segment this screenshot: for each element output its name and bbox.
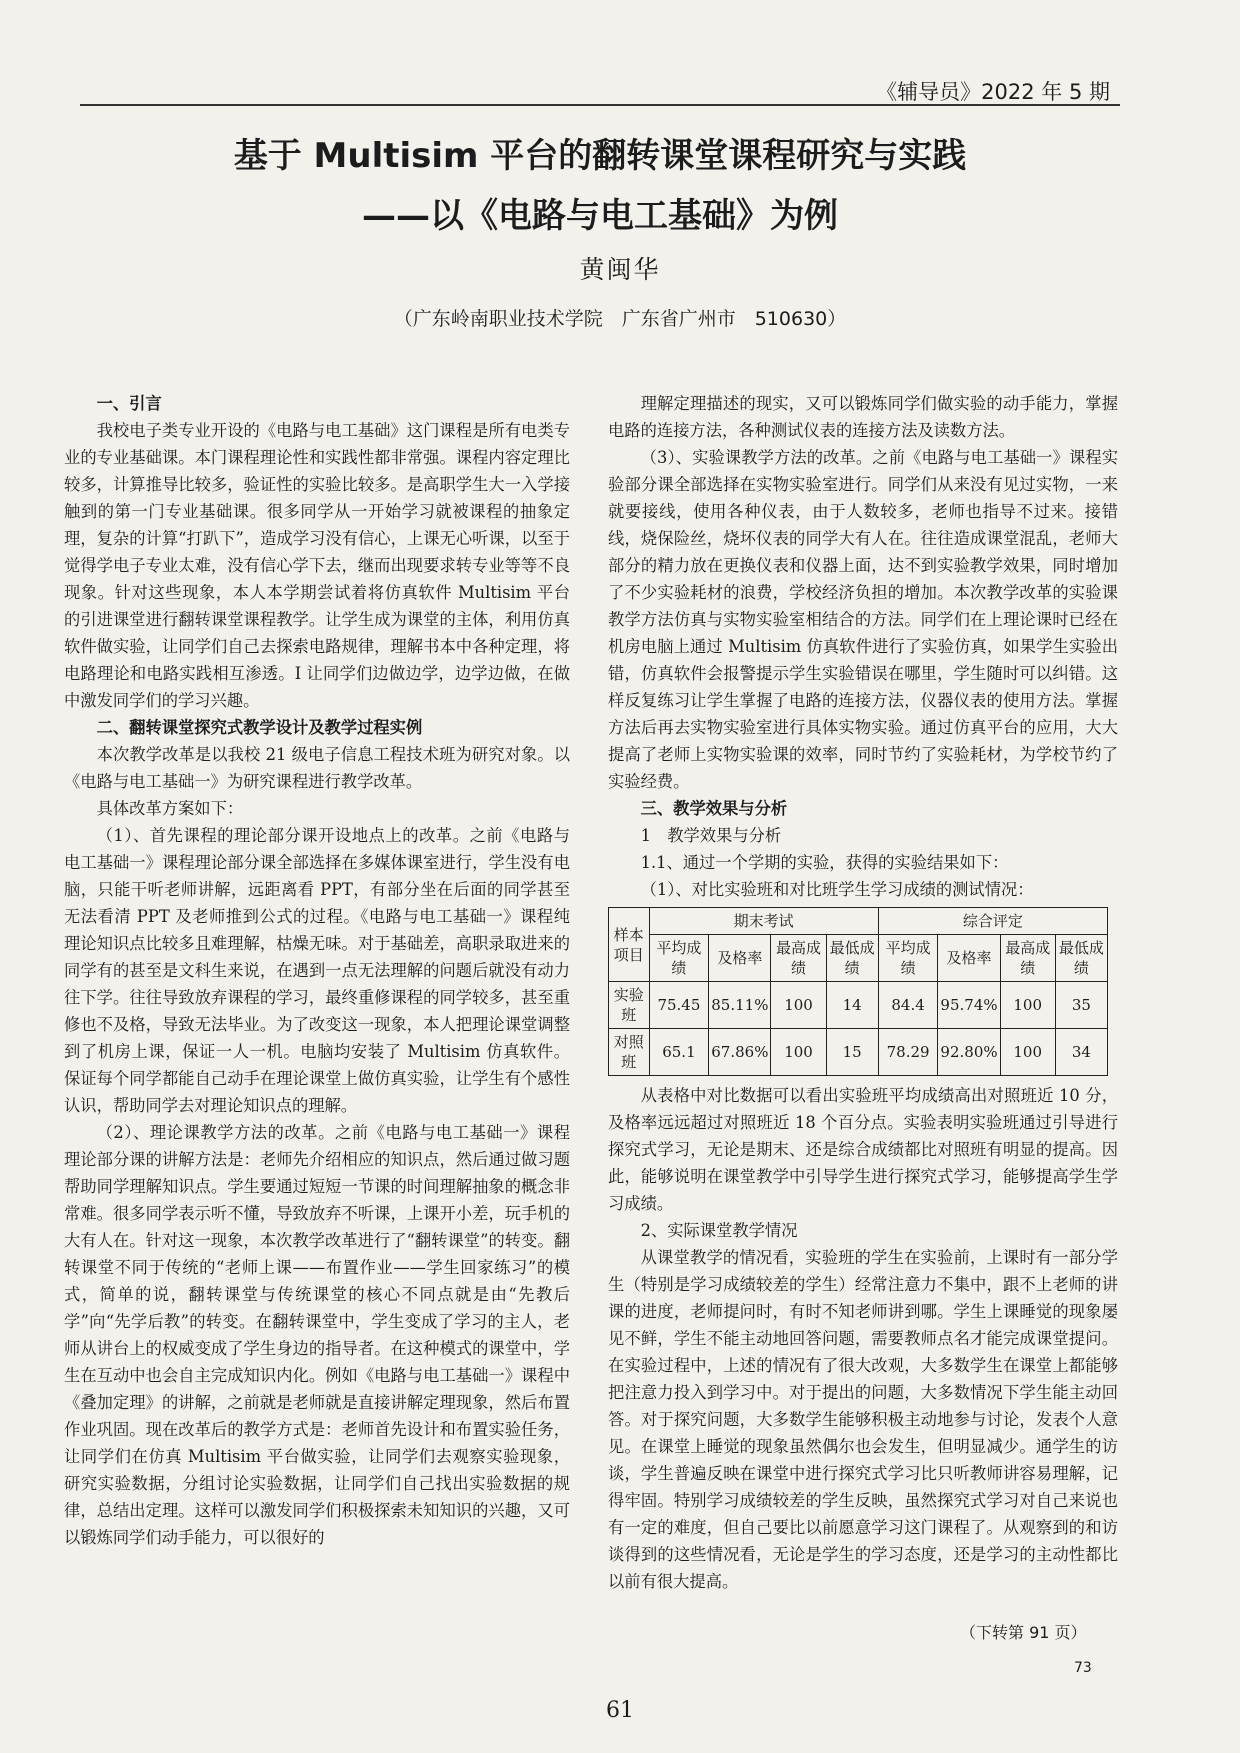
subheading: 2、实际课堂教学情况 (640, 1221, 798, 1240)
table-subheader: 最低成绩 (1055, 935, 1107, 982)
right-column (608, 390, 1118, 1595)
paragraph: 具体改革方案如下： (96, 799, 244, 818)
table-cell: 15 (826, 1029, 878, 1076)
results-table (608, 907, 1108, 1076)
paragraph: （1）、首先课程的理论部分课开设地点上的改革。之前《电路与电工基础一》课程理论部分课全部选择在多媒体课室进行，学生没有电脑，只能干听老师讲解，远距离看 PPT，有部分坐在后面的同学甚至无法看清 PPT 及老师推到公式的过程。《电路与电工基础一》课程纯理论知识点比较多且难理解，枯燥无味。对于基础差，高职录取进来的同学有的甚至是文科生来说，在遇到一点无法理解的问题后就没有动力往下学。往往导致放弃课程的学习，最终重修课程的同学较多，甚至重修也不及格，导致无法毕业。为了改变这一现象，本人把理论课堂调整到了机房上课，保证一人一机。电脑均安装了 Multisim 仿真软件。保证每个同学都能自己动手在理论课堂上做仿真实验，让学生有个感性认识，帮助同学去对理论知识点的理解。 (64, 826, 570, 1115)
table-cell: 100 (771, 982, 826, 1029)
table-cell: 100 (1000, 982, 1055, 1029)
table-subheader: 最低成绩 (826, 935, 878, 982)
table-subheader: 最高成绩 (771, 935, 826, 982)
table-subheader: 平均成绩 (649, 935, 709, 982)
table-cell: 92.80% (938, 1029, 1000, 1076)
table-cell: 100 (771, 1029, 826, 1076)
table-cell: 78.29 (878, 1029, 938, 1076)
table-cell: 35 (1055, 982, 1107, 1029)
section-heading-results: 三、教学效果与分析 (640, 799, 788, 818)
table-cell: 85.11% (709, 982, 771, 1029)
title-line-1: 基于 Multisim 平台的翻转课堂课程研究与实践 (233, 136, 967, 176)
paragraph: （3）、实验课教学方法的改革。之前《电路与电工基础一》课程实验部分课全部选择在实物实验室进行。同学们从来没有见过实物，一来就要接线，使用各种仪表，由于人数较多，老师也指导不过来。接错线，烧保险丝，烧坏仪表的同学大有人在。往往造成课堂混乱，老师大部分的精力放在更换仪表和仪器上面，达不到实验教学效果，同时增加了不少实验耗材的浪费，学校经济负担的增加。本次教学改革的实验课教学方法仿真与实物实验室相结合的方法。同学们在上理论课时已经在机房电脑上通过 Multisim 仿真软件进行了实验仿真，如果学生实验出错，仿真软件会报警提示学生实验错误在哪里，学生随时可以纠错。这样反复练习让学生掌握了电路的连接方法，仪器仪表的使用方法。掌握方法后再去实物实验室进行具体实物实验。通过仿真平台的应用，大大提高了老师上实物实验课的效率，同时节约了实验耗材，为学校节约了实验经费。 (608, 448, 1118, 791)
table-cell: 14 (826, 982, 878, 1029)
table-subheader: 及格率 (938, 935, 1000, 982)
table-cell: 67.86% (709, 1029, 771, 1076)
section-heading-intro: 一、引言 (96, 394, 162, 413)
page-number: 61 (606, 1698, 634, 1723)
table-cell: 100 (1000, 1029, 1055, 1076)
paragraph: 理解定理描述的现实，又可以锻炼同学们做实验的动手能力，掌握电路的连接方法，各种测试仪表的连接方法及读数方法。 (608, 394, 1118, 440)
paragraph: 我校电子类专业开设的《电路与电工基础》这门课程是所有电类专业的专业基础课。本门课程理论性和实践性都非常强。课程内容定理比较多，计算推导比较多，验证性的实验比较多。是高职学生大一入学接触到的第一门专业基础课。很多同学从一开始学习就被课程的抽象定理，复杂的计算“打趴下”，造成学习没有信心，上课无心听课，以至于觉得学电子专业太难，没有信心学下去，继而出现要求转专业等等不良现象。针对这些现象，本人本学期尝试着将仿真软件 Multisim 平台的引进课堂进行翻转课堂课程教学。让学生成为课堂的主体，利用仿真软件做实验，让同学们自己去探索电路规律，理解书本中各种定理，将电路理论和电路实践相互渗透。I 让同学们边做边学，边学边做，在做中激发同学们的学习兴趣。 (64, 421, 570, 710)
paragraph: 从课堂教学的情况看，实验班的学生在实验前，上课时有一部分学生（特别是学习成绩较差的学生）经常注意力不集中，跟不上老师的讲课的进度，老师提问时，有时不知老师讲到哪。学生上课睡觉的现象屡见不鲜，学生不能主动地回答问题，需要教师点名才能完成课堂提问。在实验过程中，上述的情况有了很大改观，大多数学生在课堂上都能够把注意力投入到学习中。对于提出的问题，大多数情况下学生能主动回答。对于探究问题，大多数学生能够积极主动地参与讨论，发表个人意见。在课堂上睡觉的现象虽然偶尔也会发生，但明显减少。通学生的访谈，学生普遍反映在课堂中进行探究式学习比只听教师讲容易理解，记得牢固。特别学习成绩较差的学生反映，虽然探究式学习对自己来说也有一定的难度，但自己要比以前愿意学习这门课程了。从观察到的和访谈得到的这些情况看，无论是学生的学习态度，还是学习的主动性都比以前有很大提高。 (608, 1248, 1118, 1591)
table-row (609, 982, 1108, 1029)
table-header-sample: 样本 项目 (609, 908, 650, 982)
table-cell: 95.74% (938, 982, 1000, 1029)
section-heading-design: 二、翻转课堂探究式教学设计及教学过程实例 (96, 718, 423, 737)
continued-note: （下转第 91 页） (960, 1623, 1087, 1642)
table-cell: 75.45 (649, 982, 709, 1029)
article-title (190, 126, 1010, 246)
table-header-overall: 综合评定 (878, 908, 1107, 935)
table-subheader: 平均成绩 (878, 935, 938, 982)
subheading: （1）、对比实验班和对比班学生学习成绩的测试情况： (640, 880, 1034, 899)
table-cell: 实验班 (609, 982, 650, 1029)
table-cell: 34 (1055, 1029, 1107, 1076)
table-cell: 65.1 (649, 1029, 709, 1076)
table-header-final: 期末考试 (649, 908, 878, 935)
table-subheader: 及格率 (709, 935, 771, 982)
small-page-mark: 73 (1074, 1660, 1092, 1676)
author-affiliation: （广东岭南职业技术学院 广东省广州市 510630） (393, 308, 847, 330)
subheading: 1 教学效果与分析 (640, 826, 782, 845)
table-cell: 84.4 (878, 982, 938, 1029)
table-cell: 对照班 (609, 1029, 650, 1076)
paragraph: 本次教学改革是以我校 21 级电子信息工程技术班为研究对象。以《电路与电工基础一》为研究课程进行教学改革。 (64, 745, 570, 791)
left-column (64, 390, 570, 1551)
title-line-2: ——以《电路与电工基础》为例 (362, 196, 838, 236)
paragraph: （2）、理论课教学方法的改革。之前《电路与电工基础一》课程理论部分课的讲解方法是：老师先介绍相应的知识点，然后通过做习题帮助同学理解知识点。学生要通过短短一节课的时间理解抽象的概念非常难。很多同学表示听不懂，导致放弃不听课，上课开小差，玩手机的大有人在。针对这一现象，本次教学改革进行了“翻转课堂”的转变。翻转课堂不同于传统的“老师上课——布置作业——学生回家练习”的模式，简单的说，翻转课堂与传统课堂的核心不同点就是由“先教后学”向“先学后教”的转变。在翻转课堂中，学生变成了学习的主人，老师从讲台上的权威变成了学生身边的指导者。在这种模式的课堂中，学生在互动中也会自主完成知识内化。例如《电路与电工基础一》课程中《叠加定理》的讲解，之前就是老师就是直接讲解定理现象，然后布置作业巩固。现在改革后的教学方式是：老师首先设计和布置实验任务，让同学们在仿真 Multisim 平台做实验，让同学们去观察实验现象，研究实验数据，分组讨论实验数据，让同学们自己找出实验数据的规律，总结出定理。这样可以激发同学们积极探索未知知识的兴趣，又可以锻炼同学们动手能力，可以很好的 (64, 1123, 570, 1547)
journal-header (80, 74, 1120, 106)
table-subheader: 最高成绩 (1000, 935, 1055, 982)
journal-issue: 《辅导员》2022 年 5 期 (876, 80, 1110, 104)
table-row (609, 1029, 1108, 1076)
subheading: 1.1、通过一个学期的实验，获得的实验结果如下： (640, 853, 1009, 872)
paragraph: 从表格中对比数据可以看出实验班平均成绩高出对照班近 10 分，及格率远远超过对照班近 18 个百分点。实验表明实验班通过引导进行探究式学习，无论是期末、还是综合成绩都比对照班有明显的提高。因此，能够说明在课堂教学中引导学生进行探究式学习，能够提高学生学习成绩。 (608, 1086, 1118, 1213)
author-name: 黄闽华 (579, 255, 661, 284)
